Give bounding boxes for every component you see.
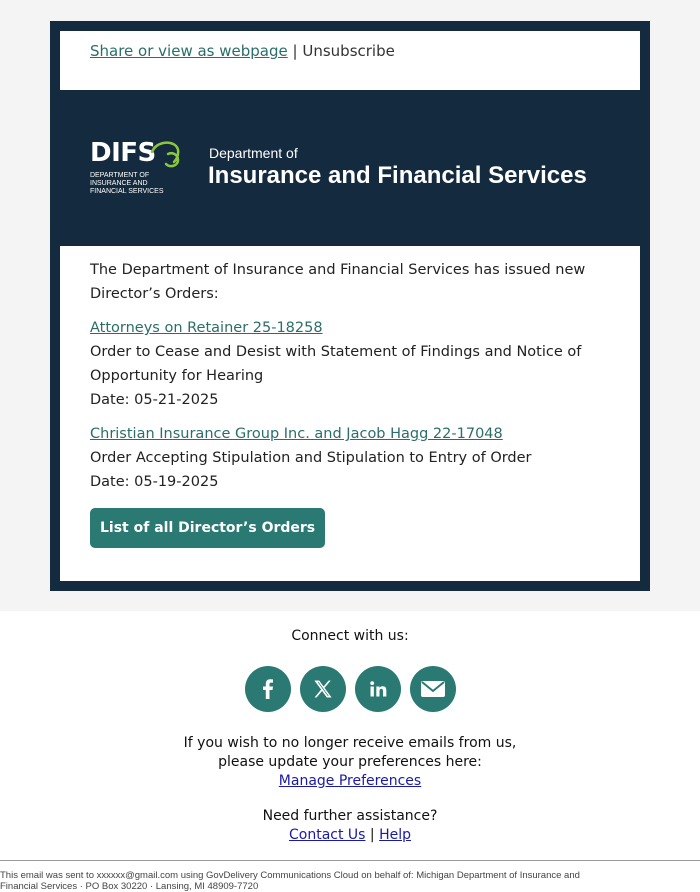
- help-separator: |: [369, 827, 375, 843]
- difs-logo: [90, 138, 186, 198]
- disclaimer-line: This email was sent to xxxxxx@gmail.com using GovDelivery Communications Cloud on behalf of: Michigan Department of Insurance and: [0, 870, 580, 881]
- facebook-icon[interactable]: [245, 666, 291, 712]
- preferences-line: please update your preferences here:: [218, 754, 482, 770]
- contact-us-link[interactable]: Contact Us: [288, 827, 366, 843]
- x-icon[interactable]: [300, 666, 346, 712]
- logo-word: DIFS: [90, 138, 156, 168]
- logo-subtitle: DEPARTMENT OF INSURANCE AND FINANCIAL SERVICES: [90, 172, 164, 195]
- linkedin-icon[interactable]: [355, 666, 401, 712]
- unsubscribe-link[interactable]: Unsubscribe: [302, 42, 395, 60]
- footer: [0, 611, 700, 861]
- order-link[interactable]: Christian Insurance Group Inc. and Jacob Hagg 22-17048: [90, 426, 503, 442]
- dept-label: Department of: [209, 145, 298, 161]
- topbar: [60, 31, 640, 90]
- assistance-block: [0, 807, 700, 845]
- order-date: Date: 05-19-2025: [90, 474, 219, 490]
- directors-orders-button[interactable]: List of all Director’s Orders: [90, 508, 325, 548]
- preferences-text: [0, 734, 700, 791]
- order-date: Date: 05-21-2025: [90, 392, 219, 408]
- manage-preferences-link[interactable]: Manage Preferences: [278, 773, 422, 789]
- intro-text: The Department of Insurance and Financial Services has issued new Director’s Orders:: [90, 262, 586, 302]
- preferences-line: If you wish to no longer receive emails from us,: [183, 735, 517, 751]
- dept-title: Insurance and Financial Services: [208, 162, 587, 189]
- email-icon[interactable]: [410, 666, 456, 712]
- share-link[interactable]: Share or view as webpage: [90, 42, 288, 60]
- order-link[interactable]: Attorneys on Retainer 25-18258: [90, 320, 323, 336]
- social-links: [0, 666, 700, 712]
- order-item: [90, 316, 610, 412]
- header-banner: [60, 90, 640, 246]
- disclaimer-line: Financial Services · PO Box 30220 · Lansing, MI 48909-7720: [0, 881, 259, 892]
- michigan-leaf-icon: [148, 140, 182, 170]
- help-link[interactable]: Help: [379, 827, 411, 843]
- order-description: Order to Cease and Desist with Statement of Findings and Notice of Opportunity for Hearing: [90, 344, 582, 384]
- disclaimer: [0, 860, 700, 892]
- content-body: [60, 246, 640, 581]
- assistance-text: Need further assistance?: [262, 808, 438, 824]
- order-description: Order Accepting Stipulation and Stipulation to Entry of Order: [90, 450, 532, 466]
- topbar-separator: |: [292, 42, 298, 60]
- connect-heading: Connect with us:: [291, 628, 409, 644]
- order-item: [90, 422, 610, 494]
- email-container: [50, 21, 650, 591]
